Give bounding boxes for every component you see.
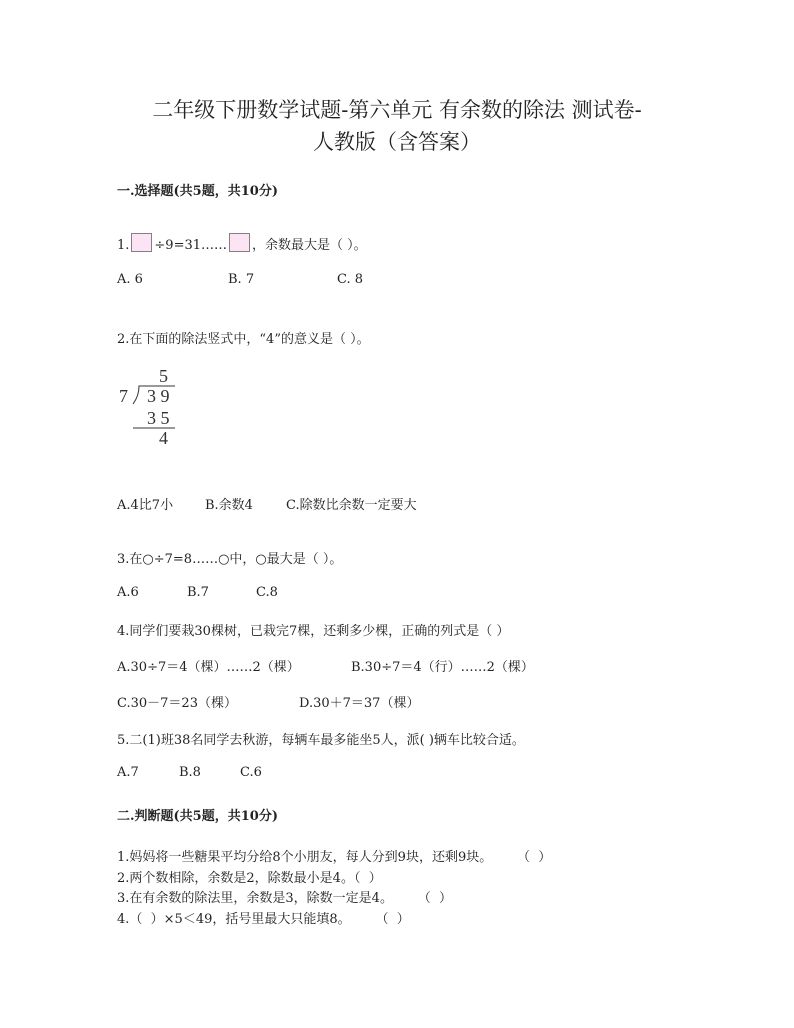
q3-option-c: C.8 [256, 585, 278, 600]
question-1 [117, 233, 367, 253]
q1-option-a: A. 6 [117, 272, 143, 287]
question-1-middle: ÷9=31…… [154, 238, 228, 253]
question-3: 3.在○÷7=8……○中，○最大是（ ）。 [117, 552, 343, 567]
question-1-prefix: 1. [117, 238, 130, 253]
q2-option-b: B.余数4 [205, 498, 253, 513]
question-1-suffix: ，余数最大是（ ）。 [252, 238, 367, 253]
q4-option-a: A.30÷7＝4（棵）……2（棵） [117, 660, 300, 675]
q5-option-c: C.6 [240, 765, 262, 780]
division-dividend: 3 9 [147, 386, 170, 406]
q3-option-b: B.7 [187, 585, 209, 600]
q1-option-c: C. 8 [337, 272, 364, 287]
q4-option-b: B.30÷7＝4（行）……2（棵） [351, 660, 534, 675]
division-product: 3 5 [147, 408, 170, 428]
q2-option-a: A.4比7小 [117, 498, 174, 513]
judgment-item-1: 1.妈妈将一些糖果平均分给8个小朋友，每人分到9块，还剩9块。 （ ） [117, 850, 552, 865]
q4-option-c: C.30－7＝23（棵） [117, 696, 237, 711]
question-5: 5.二(1)班38名同学去秋游，每辆车最多能坐5人，派( )辆车比较合适。 [117, 733, 525, 748]
section-heading-judgment: 二.判断题(共5题，共10分) [117, 809, 278, 824]
page-title-line1: 二年级下册数学试题-第六单元 有余数的除法 测试卷- [152, 98, 642, 122]
q2-option-c: C.除数比余数一定要大 [286, 498, 417, 513]
judgment-item-3: 3.在有余数的除法里，余数是3，除数一定是4。 （ ） [117, 891, 453, 906]
division-quotient: 5 [159, 366, 168, 386]
q1-option-b: B. 7 [228, 272, 255, 287]
judgment-item-4: 4.（ ）×5＜49，括号里最大只能填8。 （ ） [117, 912, 410, 927]
blank-box [131, 233, 152, 252]
long-division [117, 366, 187, 451]
judgment-item-2: 2.两个数相除，余数是2，除数最小是4。（ ） [117, 871, 382, 886]
q3-option-a: A.6 [117, 585, 139, 600]
question-4: 4.同学们要栽30棵树，已栽完7棵，还剩多少棵，正确的列式是（ ） [117, 624, 510, 639]
q5-option-b: B.8 [179, 765, 201, 780]
section-heading-choice: 一.选择题(共5题，共10分) [117, 184, 278, 199]
q4-option-d: D.30＋7＝37（棵） [299, 696, 420, 711]
division-divisor: 7 [119, 386, 128, 406]
q5-option-a: A.7 [117, 765, 139, 780]
division-remainder: 4 [159, 428, 168, 448]
page-title-line2: 人教版（含答案） [313, 130, 481, 154]
blank-box [229, 233, 250, 252]
question-2: 2.在下面的除法竖式中，“4”的意义是（ ）。 [117, 332, 370, 347]
